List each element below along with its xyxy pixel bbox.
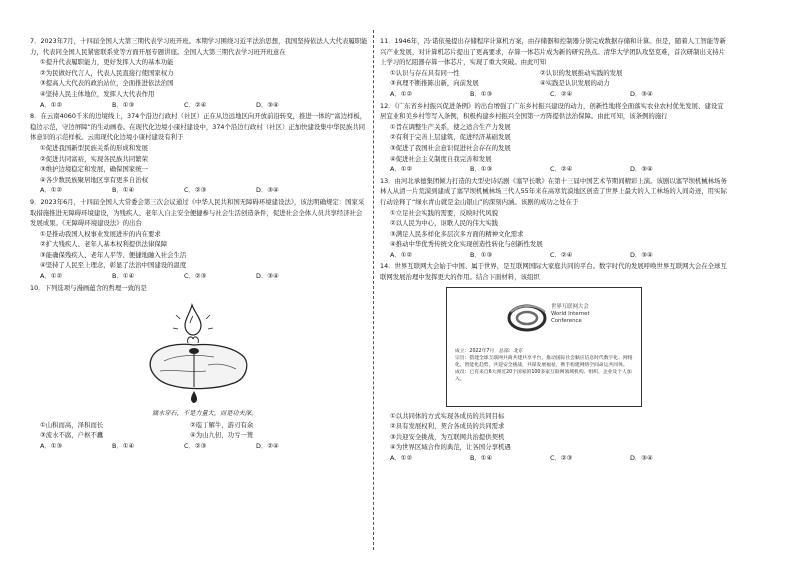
choice-c[interactable]: C．②④ — [550, 89, 573, 98]
option-grid — [30, 420, 368, 441]
choice-c[interactable]: C．②④ — [184, 100, 207, 109]
option: ①认识与存在具有同一性 — [390, 68, 460, 77]
question-stem: 12．《广东省乡村振兴促进条例》的出台增强了广东乡村振兴建设的动力，创新性地将全面落实农业农村优先发展、建设宜居宜业和美乡村等写入条例，积极构建乡村振兴全国第一方阵提供法治保障。由此可知，该条例的施行 — [380, 101, 724, 121]
question-14 — [380, 261, 730, 463]
choice-b[interactable]: B．①④ — [112, 272, 135, 281]
choice-b[interactable]: B．①④ — [112, 442, 135, 451]
option: ③流水不腐，户枢不蠹 — [40, 431, 104, 440]
option: ④坚持了人民至上理念，彰显了法治中国建设的温度 — [40, 261, 187, 270]
cartoon-illustration — [130, 299, 270, 407]
choice-d[interactable]: D．③④ — [630, 454, 653, 463]
option: ②具有发展权利，契合各成员的共同需求 — [390, 422, 505, 431]
wic-name — [551, 304, 590, 325]
answer-choices — [380, 164, 730, 175]
option: ①旨在调整生产关系，使之适合生产力发展 — [390, 122, 511, 131]
option: ②有利于完善上层建筑，促进经济基础发展 — [390, 133, 511, 142]
wic-name-cn: 世界互联网大会 — [551, 303, 589, 310]
question-10 — [30, 283, 368, 452]
answer-choices — [380, 89, 730, 100]
option: ③共迎安全挑战，为互联网共治提供契机 — [390, 432, 505, 441]
choice-a[interactable]: A．①③ — [40, 442, 63, 451]
option: ②扩大残疾人、老年人基本权利提供法律保障 — [40, 240, 168, 249]
question-stem: 11．1946年，冯·诺依曼提出存储程序计算机方案，由存储器和控制器分别完成数据存储和计算。但是，随着人工智能等新兴产业发展，对计算机芯片提出了更高要求，存算一体芯片成为新的研究热点。清华大学团队攻坚克难，首次研制出支持片上学习的忆阻器存算一体芯片，实现了重大突破。由此可知 — [380, 37, 726, 67]
choice-a[interactable]: A．①② — [390, 250, 413, 259]
wic-members-line: 成员：已有来自6大洲近20个国家的100多家互联网领域机构、组织、企业及个人加入。 — [455, 369, 632, 382]
question-stem: 10．下列选项与漫画蕴含的哲理一致的是 — [30, 283, 147, 292]
answer-choices — [30, 271, 368, 282]
answer-choices — [380, 250, 730, 261]
choice-b[interactable]: B．①④ — [470, 454, 493, 463]
wic-name-en-2: Conference — [551, 317, 582, 324]
option: ①立足社会实践的需要，反映时代风貌 — [390, 208, 498, 217]
cartoon-dripping-water-stone — [130, 299, 270, 407]
option: ①山积而高，泽积而长 — [40, 420, 104, 429]
choice-d[interactable]: D．③④ — [630, 165, 653, 174]
option: ④为世界区域合作的典范，让各国分享机遇 — [390, 443, 511, 452]
option-grid — [380, 68, 730, 89]
choice-c[interactable]: C．②③ — [184, 442, 207, 451]
choice-c[interactable]: C．②④ — [550, 165, 573, 174]
wic-logo-icon — [505, 300, 549, 336]
choice-d[interactable]: D．③④ — [256, 100, 279, 109]
option: ②促进共同富裕，实现各民族共同繁荣 — [40, 154, 148, 163]
choice-d[interactable]: D．③④ — [630, 250, 653, 259]
question-12 — [380, 101, 730, 175]
question-8 — [30, 111, 368, 196]
answer-choices — [380, 453, 730, 464]
choice-a[interactable]: A．①② — [390, 165, 413, 174]
choice-a[interactable]: A．①② — [390, 89, 413, 98]
choice-c[interactable]: C．②③ — [184, 186, 207, 195]
choice-b[interactable]: B．①③ — [112, 100, 135, 109]
choice-d[interactable]: D．③④ — [630, 89, 653, 98]
wic-founded-line: 成立：2022年7月 总部：北京 — [455, 348, 524, 354]
option: ④促进社会主义制度自我完善和发展 — [390, 154, 492, 163]
choice-b[interactable]: B．①③ — [470, 165, 493, 174]
option: ④坚持人民主体地位，发挥人大代表作用 — [40, 89, 155, 98]
choice-b[interactable]: B．①③ — [470, 250, 493, 259]
choice-b[interactable]: B．①④ — [112, 186, 135, 195]
choice-c[interactable]: C．②③ — [550, 454, 573, 463]
choice-b[interactable]: B．①③ — [470, 89, 493, 98]
question-9 — [30, 197, 368, 282]
option: ④为山九仞，功亏一篑 — [190, 431, 254, 440]
answer-choices — [30, 441, 368, 452]
choice-d[interactable]: D．③④ — [256, 272, 279, 281]
cartoon-caption: 滴水穿石，不是力量大，而是功夫深。 — [152, 410, 258, 418]
question-13 — [380, 176, 730, 261]
right-column — [380, 36, 730, 465]
question-stem: 8．在云南4060千米的边境线上，374个沿边行政村（社区）正在从边远地区向开放前沿转变，推进一体的“富边样板，稳边示范，守边屏障”的生动画卷。在现代化边境小康村建设中，374个沿边行政村（社区）正加快建设集中华民族共同体意识的示范样板。云南现代化边境小康村建设有利于 — [30, 112, 367, 142]
option: ②认识的发展推动实践的发展 — [540, 68, 623, 77]
choice-a[interactable]: A．①② — [40, 186, 63, 195]
option: ②以人民为中心，讴歌人民的伟大实践 — [390, 219, 498, 228]
option: ①促进我国新型民族关系的形成和发展 — [40, 143, 148, 152]
option: ③真理不断推陈出新，向前发展 — [390, 79, 479, 88]
option: ③能确保残疾人、老年人平等、便捷地融入社会生活 — [40, 250, 187, 259]
question-stem: 9．2023年6月，十四届全国人大常委会第三次会议通过《中华人民共和国无障碍环境建设法》，该法明确规定：国家采取措施推进无障碍环境建设，为残疾人、老年人自主安全便捷参与社会生活创造条件，促进社会全体人员共享经济社会发展成果。《无障碍环境建设法》的出台 — [30, 197, 365, 228]
option: ①是推动我国人权事业发展进步的内在要求 — [40, 229, 161, 238]
wic-purpose-line: 宗旨：搭建全球互联网共商共建共享平台，推动国际社会顺应信息时代数字化、网络化、智能化趋势，共迎安全挑战，共谋发展福祉，携手构建网络空间命运共同体。 — [455, 355, 633, 368]
wic-description — [455, 348, 633, 383]
question-7 — [30, 36, 368, 110]
option: ①以共同体的方式实现各成员的共同目标 — [390, 411, 505, 420]
option: ④实践是认识发展的动力 — [540, 79, 610, 88]
question-stem: 13．由河北承德集团倾力打造的大型史诗话剧《塞罕长歌》在第十三届中国艺术节期间精彩上演。该剧以塞罕坝机械林场务林人从清一片荒漠到建成了塞罕坝机械林场三代人55年来在高寒荒漠地区创造了世界上最大的人工林场的人间奇迹，用实际行动诠释了“绿水青山就是金山银山”的深刻内涵。该剧的成功之处在于 — [380, 176, 727, 206]
option: ④各少数民族聚居地区享有更多自治权 — [40, 175, 148, 184]
answer-choices — [30, 185, 368, 196]
choice-a[interactable]: A．①② — [40, 100, 63, 109]
choice-c[interactable]: C．②④ — [550, 250, 573, 259]
column-divider — [373, 30, 374, 550]
option: ②庖丁解牛，游刃有余 — [190, 420, 254, 429]
option: ①提升代表履职能力，更好发挥人大的基本功能 — [40, 58, 174, 67]
answer-choices — [30, 100, 368, 111]
question-stem: 14．世界互联网大会始于中国、属于世界，是互联网国际大家庭共同的平台。数字时代的发展呼唤世界互联网大会在全球互联网发展治理中发挥更大的作用。结合下面材料，该组织 — [380, 262, 727, 282]
left-column — [30, 36, 368, 453]
choice-d[interactable]: D．②④ — [256, 442, 279, 451]
wic-info-box — [446, 287, 642, 407]
choice-c[interactable]: C．②③ — [184, 272, 207, 281]
choice-a[interactable]: A．①② — [40, 272, 63, 281]
choice-a[interactable]: A．①② — [390, 454, 413, 463]
option: ④推动中华优秀传统文化实现创造性转化与创新性发展 — [390, 240, 543, 249]
option: ③提高人大代表的政治站位，全面推进依法治国 — [40, 79, 174, 88]
option: ③维护边境稳定和发展，确保国家统一 — [40, 165, 148, 174]
option: ③满足人民多样化多层次多方面的精神文化需求 — [390, 229, 524, 238]
wic-name-en-1: World Internet — [551, 310, 590, 317]
question-stem: 7．2023年7月，十四届全国人大第三期代表学习班开班。本期学习围绕习近平法治思想，我国坚持依法人大代表履职能力，代表同全国人民紧密联系党等方面开展专题讲座。全国人大第三期代表学习班开班意在 — [30, 37, 368, 56]
choice-d[interactable]: D．③④ — [256, 186, 279, 195]
option: ②为民做好代言人，代表人民直接行使国家权力 — [40, 68, 174, 77]
question-11 — [380, 36, 730, 100]
option: ③促进了我国社会意识促进社会存在的发展 — [390, 143, 511, 152]
